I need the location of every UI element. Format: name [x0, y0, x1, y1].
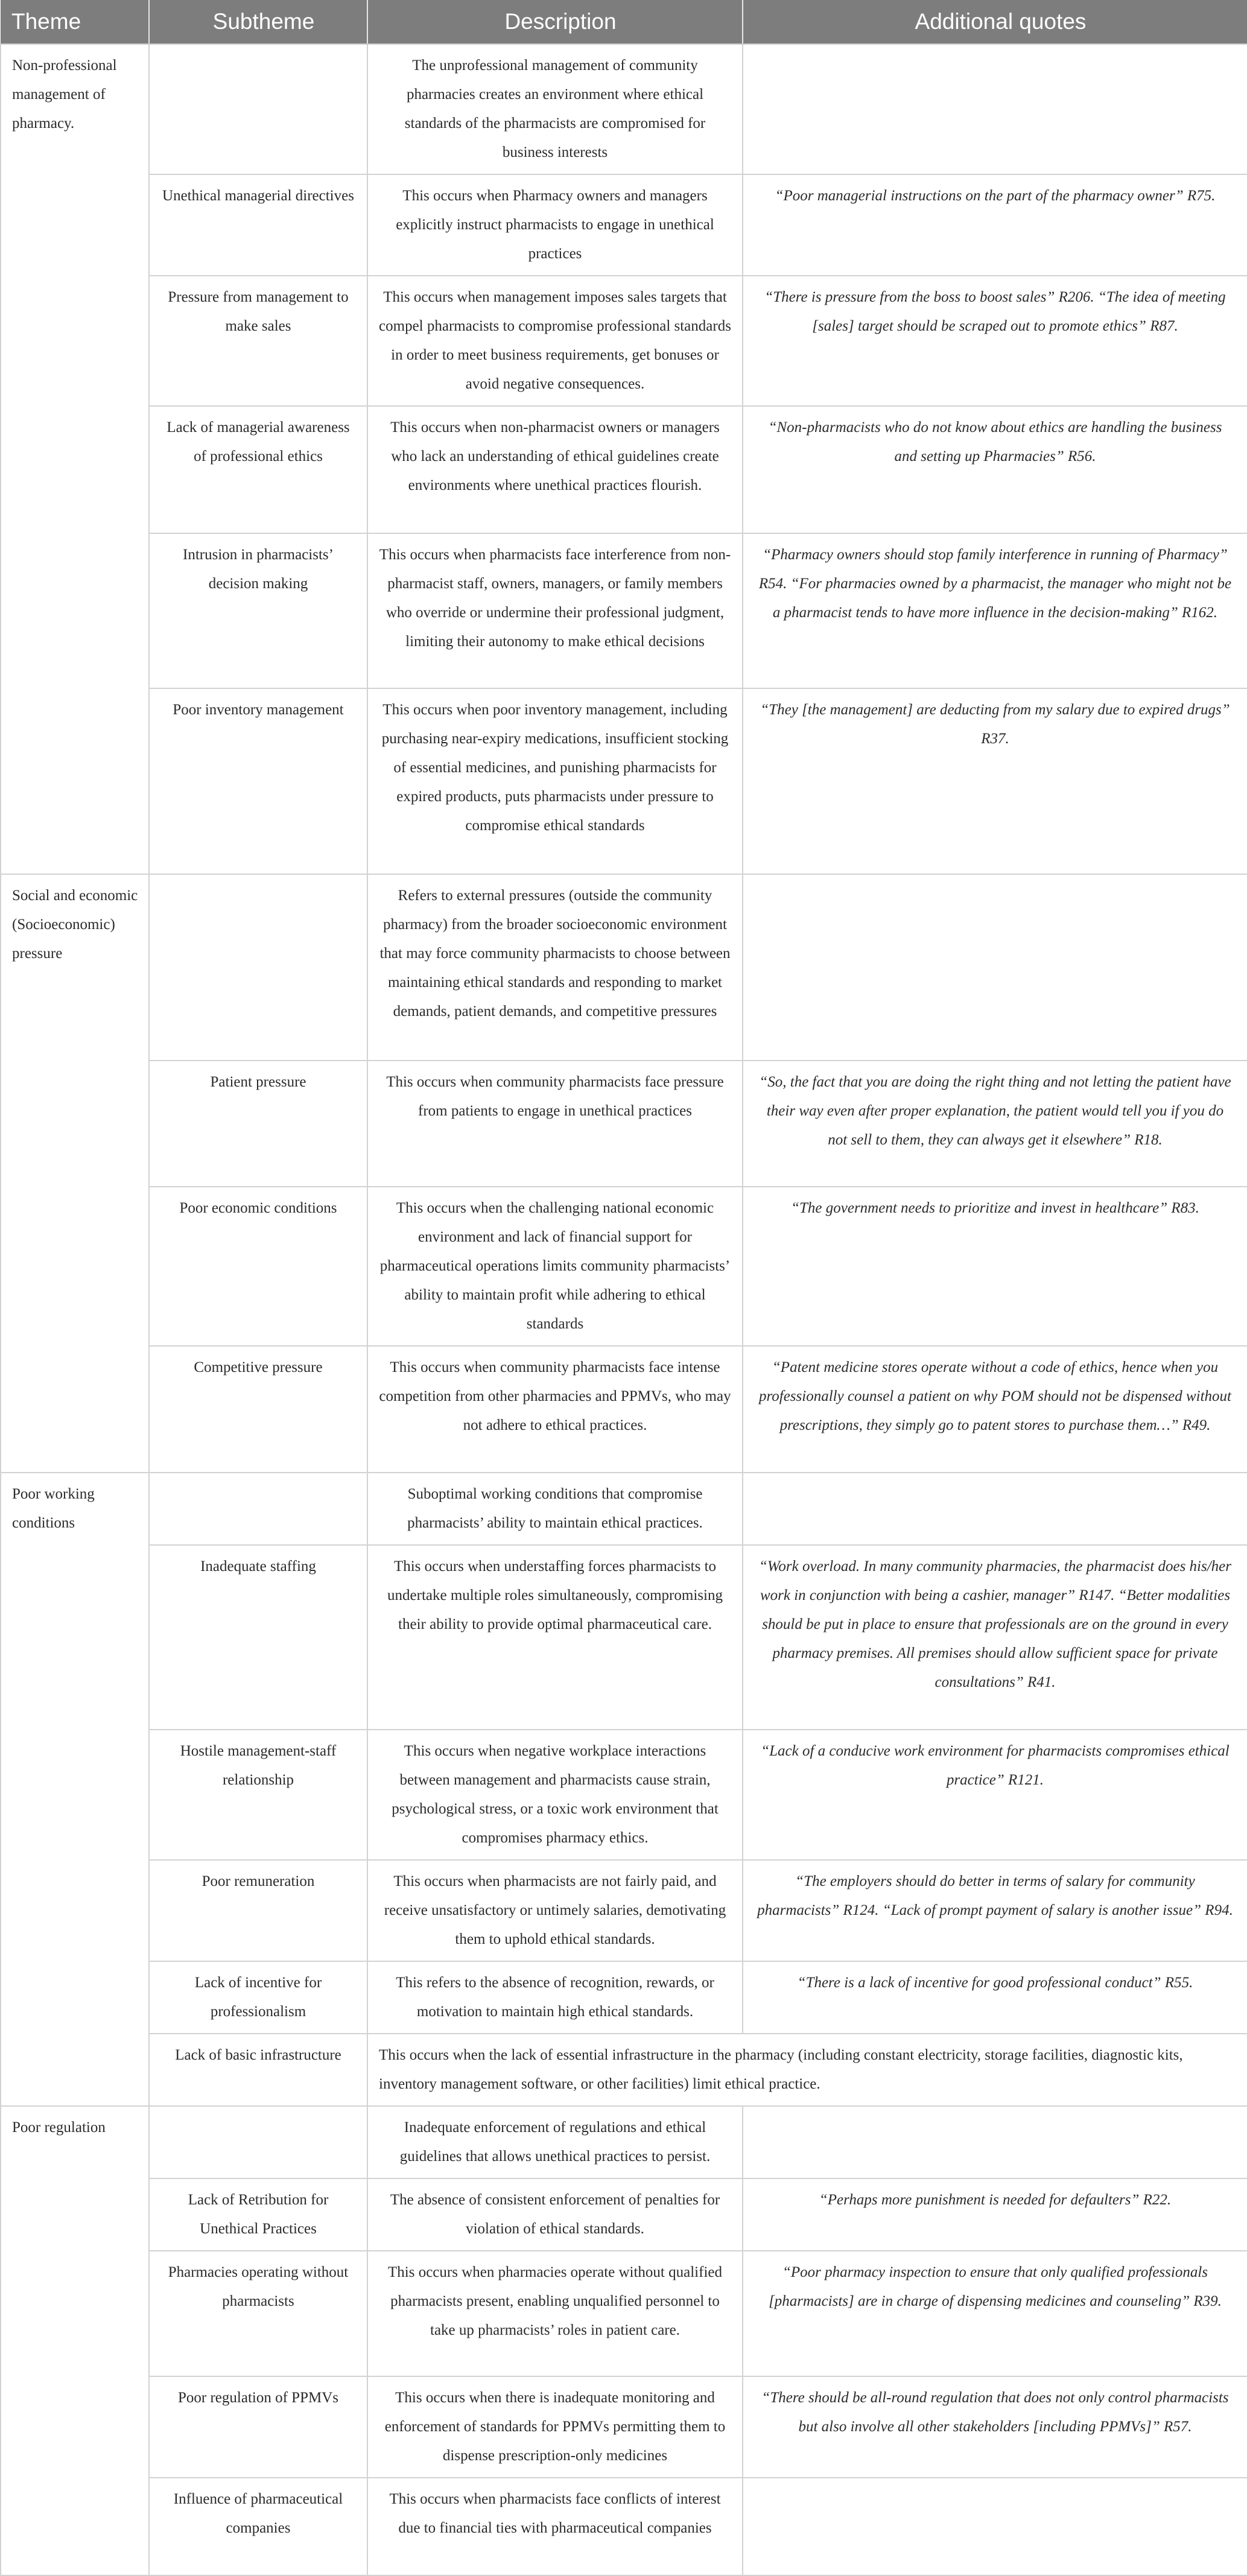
table-row [1, 276, 1247, 406]
quote-cell: “There is a lack of incentive for good professional conduct” R55. [743, 1961, 1247, 2034]
theme-cell: Poor working conditions [1, 1473, 149, 2106]
table-row [1, 1187, 1247, 1346]
quote-cell: “So, the fact that you are doing the right thing and not letting the patient have their way even after proper explanation, the patient would tell you if you do not sell to them, they can always get it elsewhere” R18. [743, 1061, 1247, 1187]
subtheme-cell: Pressure from management to make sales [149, 276, 367, 406]
description-cell: The unprofessional management of community pharmacies creates an environment where ethical standards of the pharmacists are compromised for business interests [367, 44, 743, 174]
description-cell: Refers to external pressures (outside the community pharmacy) from the broader socioeconomic environment that may force community pharmacists to choose between maintaining ethical standards and responding to market demands, patient demands, and competitive pressures [367, 874, 743, 1061]
quote-cell: “There is pressure from the boss to boost sales” R206. “The idea of meeting [sales] target should be scraped out to promote ethics” R87. [743, 276, 1247, 406]
table-row [1, 44, 1247, 174]
table-row [1, 2376, 1247, 2478]
quote-cell: “Poor pharmacy inspection to ensure that only qualified professionals [pharmacists] are in charge of dispensing medicines and counseling” R39. [743, 2251, 1247, 2376]
subtheme-cell [149, 44, 367, 174]
quote-cell: “Lack of a conducive work environment for pharmacists compromises ethical practice” R121. [743, 1730, 1247, 1860]
description-cell: Inadequate enforcement of regulations and ethical guidelines that allows unethical practices to persist. [367, 2106, 743, 2178]
description-cell: This occurs when pharmacists face interference from non-pharmacist staff, owners, managers, or family members who override or undermine their professional judgment, limiting their autonomy to make ethical decisions [367, 533, 743, 688]
description-cell: This occurs when there is inadequate monitoring and enforcement of standards for PPMVs permitting them to dispense prescription-only medicines [367, 2376, 743, 2478]
description-cell: This occurs when pharmacists are not fairly paid, and receive unsatisfactory or untimely salaries, demotivating them to uphold ethical standards. [367, 1860, 743, 1961]
table-row [1, 874, 1247, 1061]
table-row [1, 2178, 1247, 2251]
quote-cell: “Work overload. In many community pharmacies, the pharmacist does his/her work in conjunction with being a cashier, manager” R147. “Better modalities should be put in place to ensure that professionals are on the ground in every pharmacy premises. All premises should allow sufficient space for private consultations” R41. [743, 1545, 1247, 1730]
table-header-row [1, 0, 1247, 44]
description-cell: This occurs when pharmacists face conflicts of interest due to financial ties with pharmaceutical companies [367, 2478, 743, 2575]
quote-cell [743, 44, 1247, 174]
quote-cell: “They [the management] are deducting from my salary due to expired drugs” R37. [743, 688, 1247, 874]
subtheme-cell: Patient pressure [149, 1061, 367, 1187]
description-cell: This occurs when the lack of essential infrastructure in the pharmacy (including constant electricity, storage facilities, diagnostic kits, inventory management software, or other facilities) limit ethical practice. [367, 2034, 1247, 2106]
quote-cell [743, 2478, 1247, 2575]
subtheme-cell [149, 1473, 367, 1545]
subtheme-cell: Poor inventory management [149, 688, 367, 874]
subtheme-cell: Poor regulation of PPMVs [149, 2376, 367, 2478]
table-row [1, 1473, 1247, 1545]
table-row [1, 1730, 1247, 1860]
table-row [1, 2478, 1247, 2575]
quote-cell: “Non-pharmacists who do not know about ethics are handling the business and setting up Pharmacies” R56. [743, 406, 1247, 533]
table-row [1, 2034, 1247, 2106]
quote-cell: “The employers should do better in terms of salary for community pharmacists” R124. “Lack of prompt payment of salary is another issue” R94. [743, 1860, 1247, 1961]
table-row [1, 1061, 1247, 1187]
table-row [1, 1961, 1247, 2034]
table-row [1, 406, 1247, 533]
table-row [1, 1346, 1247, 1473]
description-cell: The absence of consistent enforcement of penalties for violation of ethical standards. [367, 2178, 743, 2251]
table-row [1, 533, 1247, 688]
subtheme-cell: Poor remuneration [149, 1860, 367, 1961]
subtheme-cell: Pharmacies operating without pharmacists [149, 2251, 367, 2376]
description-column-header: Description [367, 0, 743, 44]
subtheme-cell: Lack of basic infrastructure [149, 2034, 367, 2106]
table-row [1, 174, 1247, 276]
description-cell: This occurs when poor inventory management, including purchasing near-expiry medications, insufficient stocking of essential medicines, and punishing pharmacists for expired products, puts pharmacists under pressure to compromise ethical standards [367, 688, 743, 874]
subtheme-cell [149, 2106, 367, 2178]
subtheme-column-header: Subtheme [149, 0, 367, 44]
subtheme-cell: Lack of incentive for professionalism [149, 1961, 367, 2034]
description-cell: This refers to the absence of recognition, rewards, or motivation to maintain high ethical standards. [367, 1961, 743, 2034]
description-cell: This occurs when the challenging national economic environment and lack of financial support for pharmaceutical operations limits community pharmacists’ ability to maintain profit while adhering to ethical standards [367, 1187, 743, 1346]
quote-cell: “Perhaps more punishment is needed for defaulters” R22. [743, 2178, 1247, 2251]
description-cell: This occurs when management imposes sales targets that compel pharmacists to compromise professional standards in order to meet business requirements, get bonuses or avoid negative consequences. [367, 276, 743, 406]
description-cell: This occurs when pharmacies operate without qualified pharmacists present, enabling unqualified personnel to take up pharmacists’ roles in patient care. [367, 2251, 743, 2376]
description-cell: This occurs when community pharmacists face intense competition from other pharmacies and PPMVs, who may not adhere to ethical practices. [367, 1346, 743, 1473]
subtheme-cell: Inadequate staffing [149, 1545, 367, 1730]
theme-cell: Poor regulation [1, 2106, 149, 2575]
subtheme-cell: Competitive pressure [149, 1346, 367, 1473]
description-cell: This occurs when non-pharmacist owners or managers who lack an understanding of ethical guidelines create environments where unethical practices flourish. [367, 406, 743, 533]
theme-cell: Non-professional management of pharmacy. [1, 44, 149, 874]
description-cell: This occurs when understaffing forces pharmacists to undertake multiple roles simultaneously, compromising their ability to provide optimal pharmaceutical care. [367, 1545, 743, 1730]
theme-column-header: Theme [1, 0, 149, 44]
quote-cell: “Poor managerial instructions on the part of the pharmacy owner” R75. [743, 174, 1247, 276]
subtheme-cell: Unethical managerial directives [149, 174, 367, 276]
description-cell: This occurs when community pharmacists face pressure from patients to engage in unethical practices [367, 1061, 743, 1187]
subtheme-cell: Intrusion in pharmacists’ decision making [149, 533, 367, 688]
table-row [1, 688, 1247, 874]
quote-cell: “The government needs to prioritize and invest in healthcare” R83. [743, 1187, 1247, 1346]
theme-cell: Social and economic (Socioeconomic) pressure [1, 874, 149, 1473]
subtheme-cell: Lack of managerial awareness of professional ethics [149, 406, 367, 533]
quote-cell: “There should be all-round regulation that does not only control pharmacists but also involve all other stakeholders [including PPMVs]” R57. [743, 2376, 1247, 2478]
subtheme-cell [149, 874, 367, 1061]
table-row [1, 2251, 1247, 2376]
quotes-column-header: Additional quotes [743, 0, 1247, 44]
subtheme-cell: Lack of Retribution for Unethical Practices [149, 2178, 367, 2251]
subtheme-cell: Influence of pharmaceutical companies [149, 2478, 367, 2575]
quote-cell [743, 2106, 1247, 2178]
quote-cell [743, 874, 1247, 1061]
quote-cell [743, 1473, 1247, 1545]
quote-cell: “Pharmacy owners should stop family interference in running of Pharmacy” R54. “For pharmacies owned by a pharmacist, the manager who might not be a pharmacist tends to have more influence in the decision-making” R162. [743, 533, 1247, 688]
description-cell: This occurs when negative workplace interactions between management and pharmacists cause strain, psychological stress, or a toxic work environment that compromises pharmacy ethics. [367, 1730, 743, 1860]
subtheme-cell: Hostile management-staff relationship [149, 1730, 367, 1860]
table-row [1, 1860, 1247, 1961]
description-cell: This occurs when Pharmacy owners and managers explicitly instruct pharmacists to engage in unethical practices [367, 174, 743, 276]
table-row [1, 2106, 1247, 2178]
quote-cell: “Patent medicine stores operate without a code of ethics, hence when you professionally counsel a patient on why POM should not be dispensed without prescriptions, they simply go to patent stores to purchase them…” R49. [743, 1346, 1247, 1473]
table-row [1, 1545, 1247, 1730]
description-cell: Suboptimal working conditions that compromise pharmacists’ ability to maintain ethical practices. [367, 1473, 743, 1545]
subtheme-cell: Poor economic conditions [149, 1187, 367, 1346]
